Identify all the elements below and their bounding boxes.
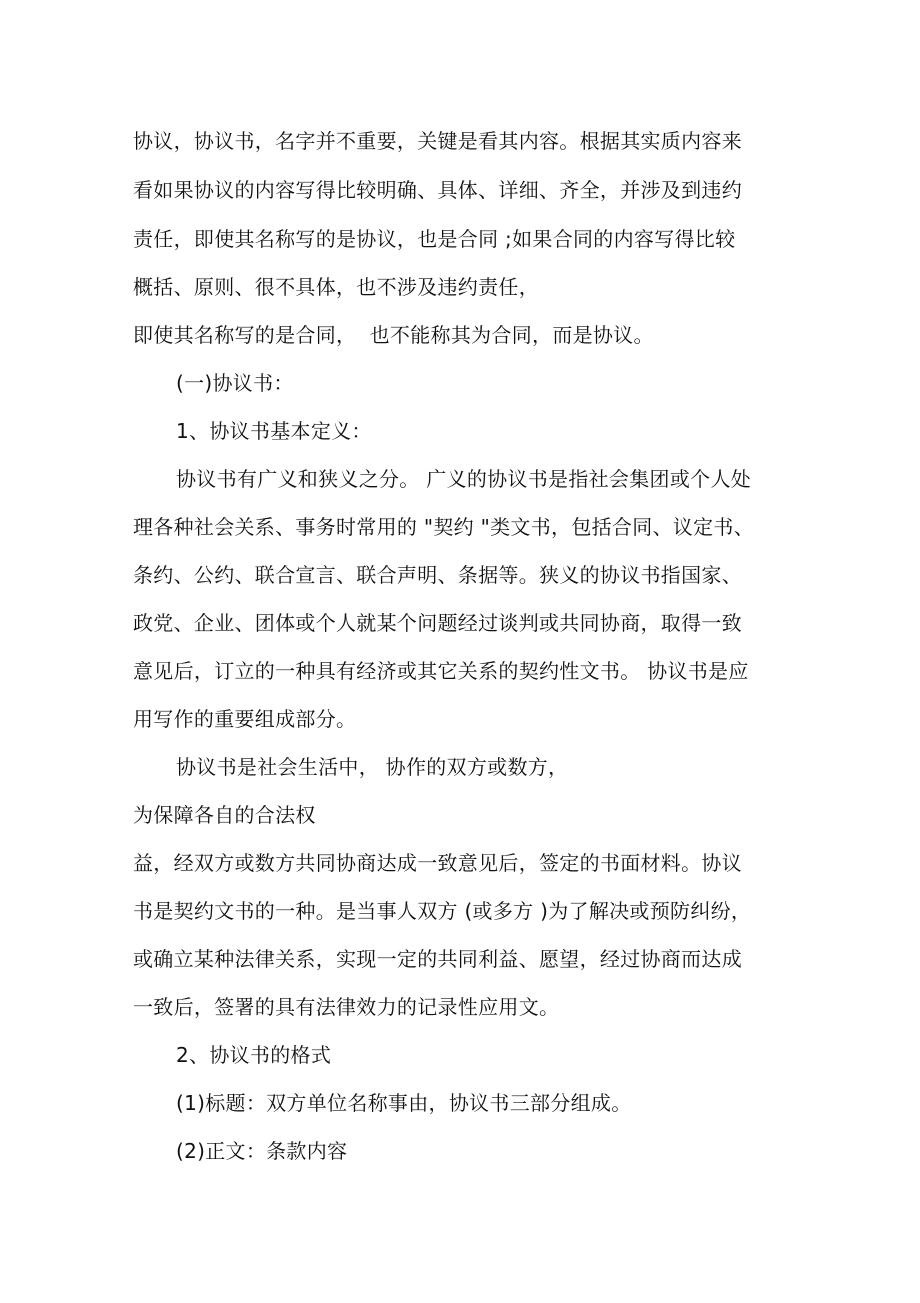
text-line: 协议书是社会生活中， 协作的双方或数方，: [176, 755, 569, 779]
text-line: (1)标题：双方单位名称事由，协议书三部分组成。: [176, 1091, 632, 1115]
subsection-heading: 2、协议书的格式: [176, 1043, 332, 1067]
text-line: 为保障各自的合法权: [133, 803, 316, 827]
text-line: 即使其名称写的是合同， 也不能称其为合同，而是协议。: [133, 323, 654, 347]
text-line: 概括、原则、很不具体，也不涉及违约责任，: [133, 275, 539, 299]
subsection-heading: 1、协议书基本定义：: [176, 419, 372, 443]
text-line: 意见后，订立的一种具有经济或其它关系的契约性文书。 协议书是应: [133, 659, 749, 683]
text-line: 协议，协议书，名字并不重要，关键是看其内容。根据其实质内容来: [133, 129, 742, 153]
text-line: 条约、公约、联合宣言、联合声明、条据等。狭义的协议书指国家、: [133, 563, 742, 587]
text-line: 协议书有广义和狭义之分。 广义的协议书是指社会集团或个人处: [176, 467, 752, 491]
text-line: 看如果协议的内容写得比较明确、具体、详细、齐全，并涉及到违约: [133, 178, 742, 202]
text-line: 理各种社会关系、事务时常用的 "契约 "类文书，包括合同、议定书、: [133, 515, 755, 539]
text-line: 一致后，签署的具有法律效力的记录性应用文。: [133, 995, 560, 1019]
text-line: 或确立某种法律关系，实现一定的共同利益、愿望，经过协商而达成: [133, 947, 742, 971]
text-line: 用写作的重要组成部分。: [133, 707, 357, 731]
text-line: (2)正文：条款内容: [176, 1139, 348, 1163]
text-line: 益，经双方或数方共同协商达成一致意见后，签定的书面材料。协议: [133, 851, 742, 875]
text-line: 责任，即使其名称写的是协议，也是合同 ;如果合同的内容写得比较: [133, 227, 736, 251]
text-line: 政党、企业、团体或个人就某个问题经过谈判或共同协商，取得一致: [133, 611, 742, 635]
text-line: 书是契约文书的一种。是当事人双方 (或多方 )为了解决或预防纠纷，: [133, 899, 752, 923]
section-heading: (一)协议书：: [176, 371, 294, 395]
